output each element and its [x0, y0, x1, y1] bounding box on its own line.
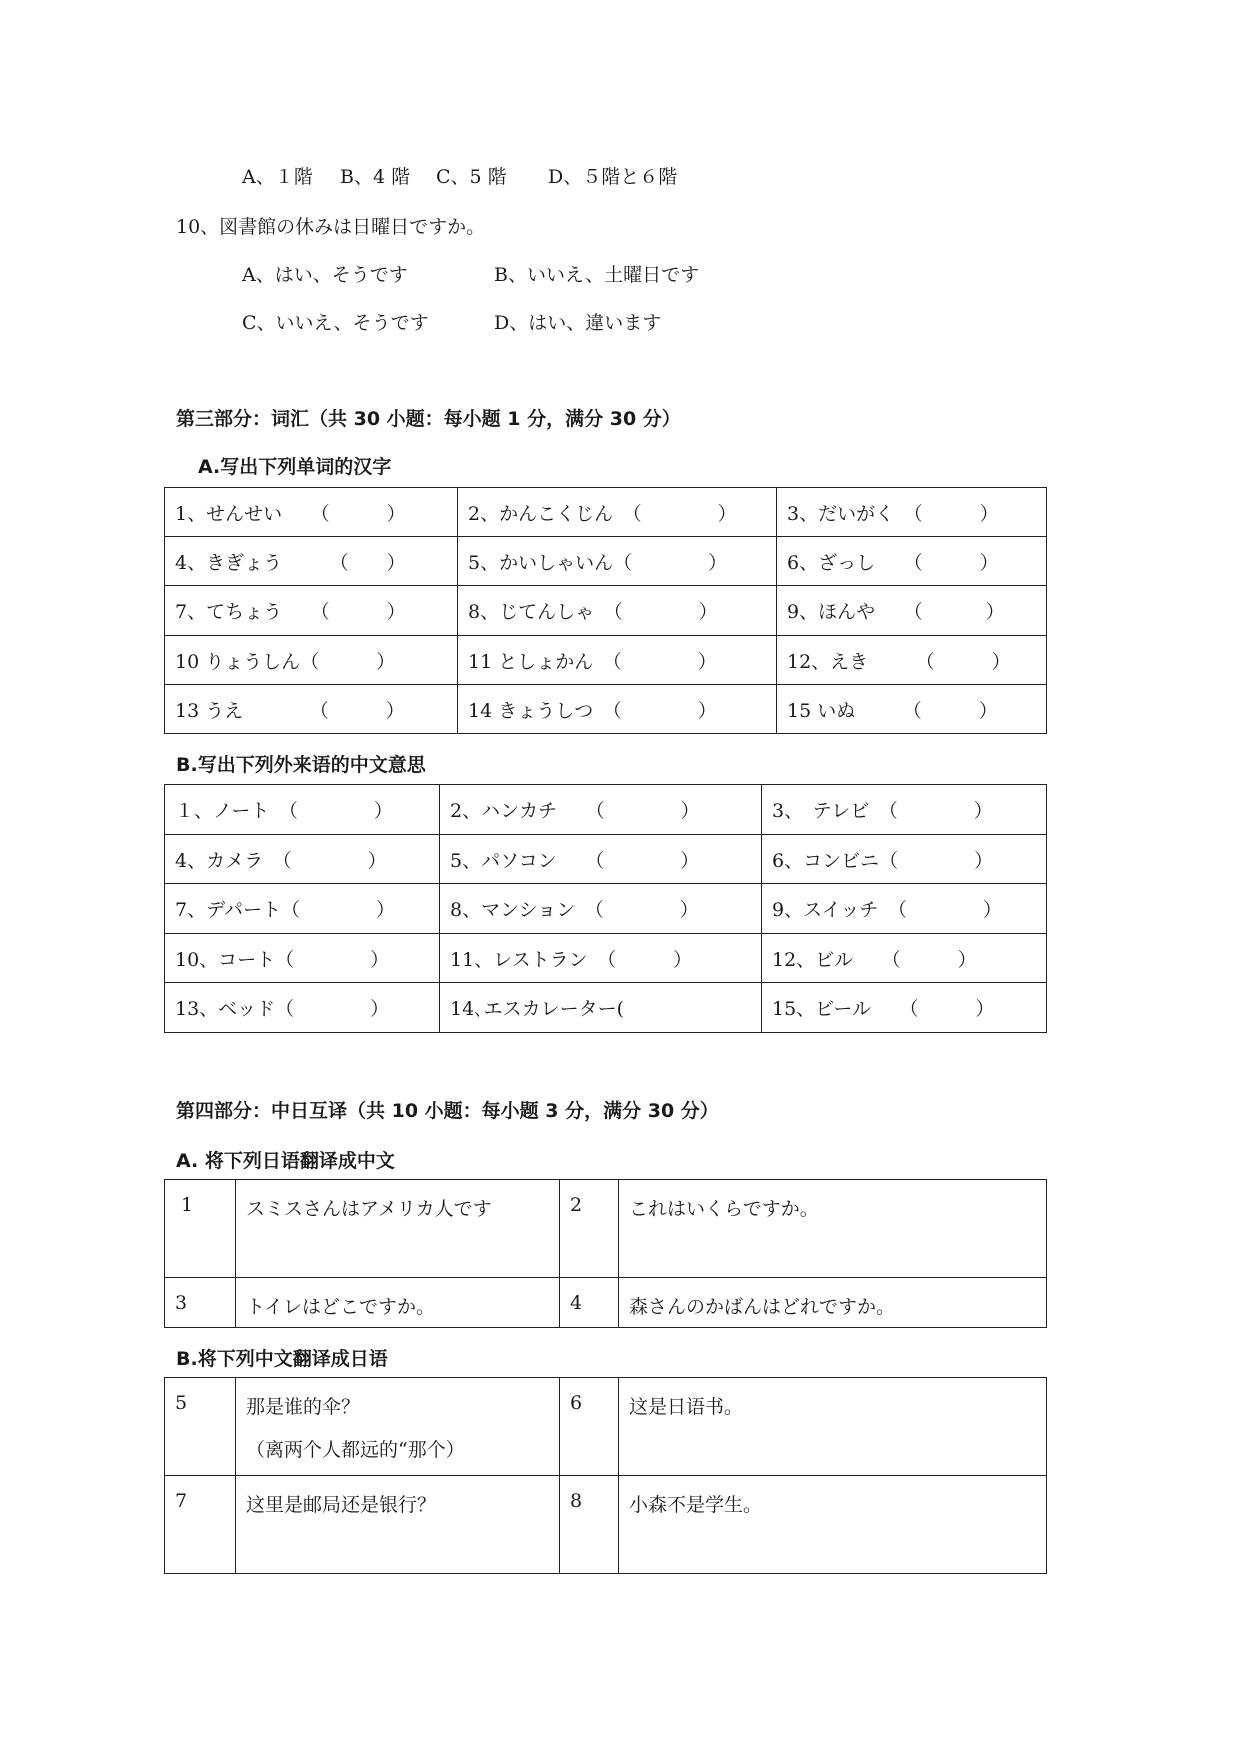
- q9-options: [242, 162, 677, 189]
- table-row: [165, 1278, 1047, 1328]
- vocab-cell: 7、てちょう （ ）: [165, 586, 458, 636]
- q9-option-a: A、１階: [242, 166, 313, 188]
- vocab-cell: 10、コート（ ）: [165, 934, 440, 983]
- q9-option-b: B、4 階: [340, 166, 411, 188]
- vocab-cell: 1、せんせい （ ）: [165, 488, 458, 537]
- item-text: 那是谁的伞？: [246, 1396, 361, 1418]
- part4-heading: 第四部分：中日互译（共 10 小题：每小题 3 分，满分 30 分）: [176, 1100, 719, 1122]
- vocab-cell: 12、えき （ ）: [777, 636, 1047, 685]
- q10-options-row2: [242, 308, 661, 335]
- table-row: [165, 685, 1047, 734]
- item-number: 7: [165, 1476, 236, 1574]
- vocab-cell: 2、ハンカチ （ ）: [440, 785, 762, 835]
- vocab-cell: 8、マンション （ ）: [440, 884, 762, 934]
- q10-option-d: D、はい、違います: [494, 312, 662, 334]
- vocab-cell: 5、かいしゃいん（ ）: [458, 537, 777, 586]
- table-row: [165, 1476, 1047, 1574]
- vocab-cell: 11、レストラン （ ）: [440, 934, 762, 983]
- item-number: 2: [560, 1180, 619, 1278]
- q9-option-c: C、5 階: [436, 166, 507, 188]
- vocab-cell: 8、じてんしゃ （ ）: [458, 586, 777, 636]
- part3-heading: 第三部分：词汇（共 30 小题：每小题 1 分，满分 30 分）: [176, 408, 681, 430]
- vocab-cell: 10 りょうしん（ ）: [165, 636, 458, 685]
- q10-option-b: B、いいえ、土曜日です: [494, 264, 700, 286]
- vocab-cell: 15 いぬ （ ）: [777, 685, 1047, 734]
- vocab-kanji-table: [164, 487, 1047, 734]
- q10-option-a: A、はい、そうです: [242, 264, 408, 286]
- vocab-cell: 12、ビル （ ）: [762, 934, 1047, 983]
- vocab-cell: 13 うえ （ ）: [165, 685, 458, 734]
- vocab-cell: 4、カメラ （ ）: [165, 835, 440, 884]
- table-row: [165, 537, 1047, 586]
- vocab-cell: 6、ざっし （ ）: [777, 537, 1047, 586]
- part3-sectionB-title: B.写出下列外来语的中文意思: [176, 754, 426, 776]
- item-text-cell: [236, 1378, 560, 1476]
- item-number: 1: [165, 1180, 236, 1278]
- vocab-cell: 5、パソコン （ ）: [440, 835, 762, 884]
- vocab-cell: 2、かんこくじん （ ）: [458, 488, 777, 537]
- vocab-cell: 14 きょうしつ （ ）: [458, 685, 777, 734]
- q10-options-row1: [242, 260, 699, 287]
- table-row: [165, 835, 1047, 884]
- table-row: [165, 884, 1047, 934]
- table-row: [165, 586, 1047, 636]
- q9-option-d: D、５階と６階: [548, 166, 678, 188]
- table-row: [165, 1180, 1047, 1278]
- table-row: [165, 636, 1047, 685]
- q10-stem: 10、図書館の休みは日曜日ですか。: [176, 216, 486, 238]
- item-text: 这里是邮局还是银行？: [236, 1476, 560, 1574]
- vocab-cell: 4、きぎょう （ ）: [165, 537, 458, 586]
- item-text: 这是日语书。: [619, 1378, 1047, 1476]
- item-text: 小森不是学生。: [619, 1476, 1047, 1574]
- table-row: [165, 983, 1047, 1033]
- item-number: 8: [560, 1476, 619, 1574]
- q10-option-c: C、いいえ、そうです: [242, 312, 429, 334]
- table-row: [165, 934, 1047, 983]
- vocab-cell: 3、 テレビ （ ）: [762, 785, 1047, 835]
- translate-zh-ja-table: [164, 1377, 1047, 1574]
- table-row: [165, 488, 1047, 537]
- item-text: スミスさんはアメリカ人です: [236, 1180, 560, 1278]
- vocab-loanword-table: [164, 784, 1047, 1033]
- vocab-cell: 7、デパート（ ）: [165, 884, 440, 934]
- item-number: 3: [165, 1278, 236, 1328]
- table-row: [165, 1378, 1047, 1476]
- vocab-cell: 14､エスカレーター(: [440, 983, 762, 1033]
- vocab-cell: 9、ほんや （ ）: [777, 586, 1047, 636]
- item-number: 5: [165, 1378, 236, 1476]
- item-text: 森さんのかばんはどれですか。: [619, 1278, 1047, 1328]
- item-text: これはいくらですか。: [619, 1180, 1047, 1278]
- item-note: （离两个人都远的“那个）: [246, 1439, 465, 1461]
- item-number: 6: [560, 1378, 619, 1476]
- vocab-cell: 6、コンビニ（ ）: [762, 835, 1047, 884]
- part4-sectionB-title: B.将下列中文翻译成日语: [176, 1348, 388, 1370]
- vocab-cell: 9、スイッチ （ ）: [762, 884, 1047, 934]
- vocab-cell: 15、ビール （ ）: [762, 983, 1047, 1033]
- translate-ja-zh-table: [164, 1179, 1047, 1328]
- table-row: [165, 785, 1047, 835]
- item-text: トイレはどこですか。: [236, 1278, 560, 1328]
- vocab-cell: 11 としょかん （ ）: [458, 636, 777, 685]
- vocab-cell: 3、だいがく （ ）: [777, 488, 1047, 537]
- vocab-cell: １、ノート （ ）: [165, 785, 440, 835]
- vocab-cell: 13、ベッド（ ）: [165, 983, 440, 1033]
- part4-sectionA-title: A. 将下列日语翻译成中文: [176, 1150, 395, 1172]
- item-number: 4: [560, 1278, 619, 1328]
- part3-sectionA-title: A.写出下列单词的汉字: [198, 456, 392, 478]
